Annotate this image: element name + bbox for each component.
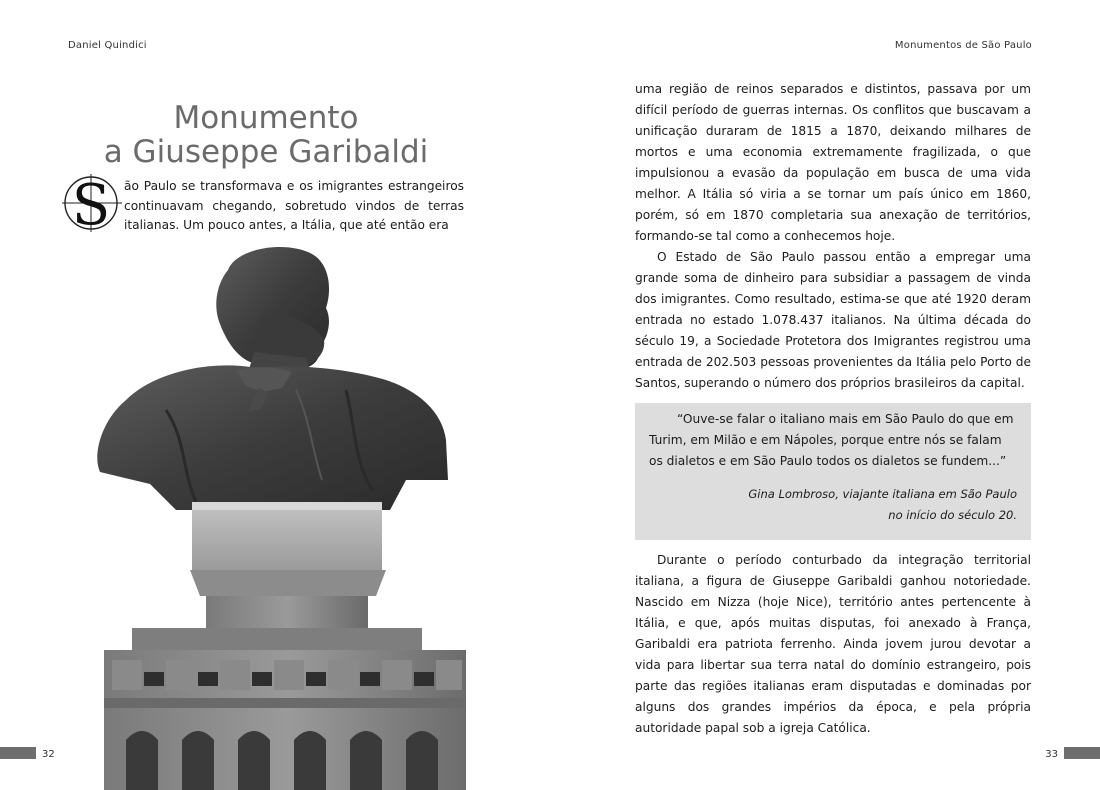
quote-box [635, 403, 1031, 540]
paragraph-2: O Estado de São Paulo passou então a empregar uma grande soma de dinheiro para subsidiar a passagem de vinda dos imigrantes. Como resultado, estima-se que até 1920 deram entrada no estado 1.078.437 italianos. Na última década do século 19, a Sociedade Protetora dos Imigrantes registrou uma entrada de 202.503 pessoas provenientes da Itália pelo Porto de Santos, superando o número dos próprios brasileiros da capital. [635, 250, 1031, 390]
body-upper [635, 79, 1031, 394]
page-tab-left [0, 747, 36, 759]
title-line-2: a Giuseppe Garibaldi [103, 133, 429, 170]
right-page [550, 0, 1100, 790]
drop-cap-letter: S [71, 173, 111, 234]
quote-attribution-line-2: no início do século 20. [888, 508, 1017, 522]
body-lower [635, 550, 1031, 739]
page-number-left: 32 [42, 749, 55, 760]
running-head-author: Daniel Quindici [68, 40, 147, 51]
quote-text: “Ouve-se falar o italiano mais em São Paulo do que em Turim, em Milão e em Nápoles, porque entre nós se falam os dialetos e em São Paulo todos os dialetos se fundem...” [649, 412, 1014, 468]
paragraph-3: Durante o período conturbado da integração territorial italiana, a figura de Giuseppe Garibaldi ganhou notoriedade. Nascido em Nizza (hoje Nice), território antes pertencente à Itália, e que, após muitas disputas, foi anexado à França, Garibaldi era patriota ferrenho. Ainda jovem jurou devotar a vida para libertar sua terra natal do domínio estrangeiro, pois parte das regiões italianas eram disputadas e dominadas por alguns dos grandes impérios da época, e pela própria autoridade papal sob a igreja Católica. [635, 553, 1031, 735]
paragraph-1: uma região de reinos separados e distintos, passava por um difícil período de guerras internas. Os conflitos que buscavam a unificação duraram de 1815 a 1870, deixando milhares de mortos e uma economia extremamente fragilizada, o que impulsionou a evasão da população em busca de uma vida melhor. A Itália só viria a se tornar um país único em 1860, porém, só em 1870 completaria sua anexação de territórios, formando-se tal como a conhecemos hoje. [635, 82, 1031, 243]
quote-attribution [649, 484, 1017, 526]
page-tab-right [1064, 747, 1100, 759]
intro-paragraph: ão Paulo se transformava e os imigrantes estrangeiros continuavam chegando, sobretudo vindos de terras italianas. Um pouco antes, a Itália, que até então era [124, 179, 464, 232]
drop-cap-ornament [62, 172, 122, 234]
title-line-1: Monumento [173, 99, 359, 136]
page-title [60, 101, 472, 169]
page-number-right: 33 [1045, 749, 1058, 760]
garibaldi-bust-photo [86, 240, 466, 790]
quote-attribution-line-1: Gina Lombroso, viajante italiana em São Paulo [748, 487, 1017, 501]
running-head-book-title: Monumentos de São Paulo [894, 40, 1032, 51]
